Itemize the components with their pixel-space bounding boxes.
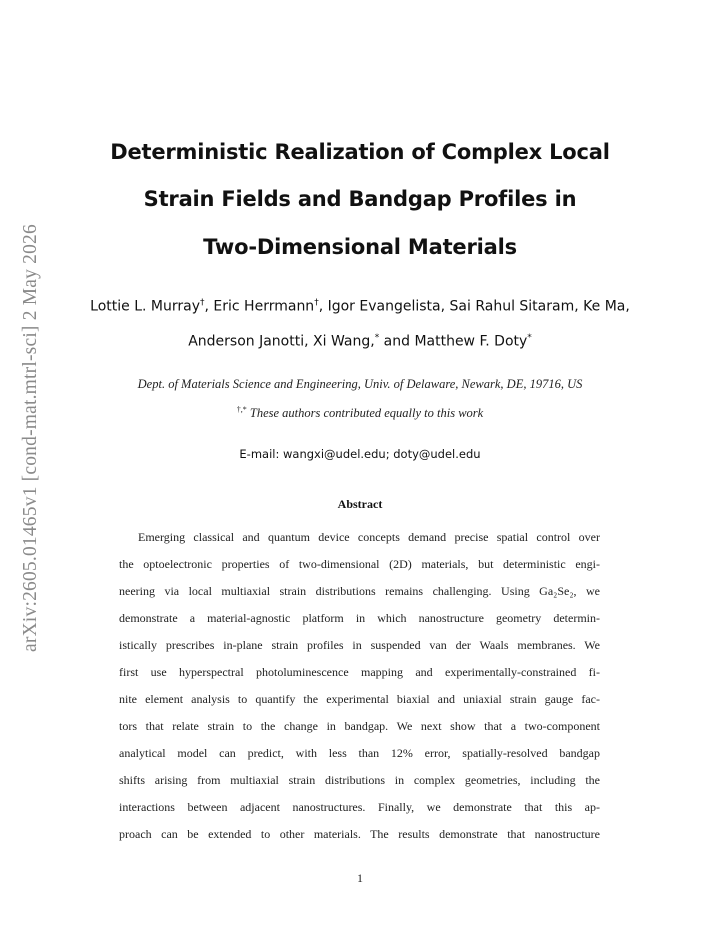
abstract-line: Emerging classical and quantum device concepts demand precise spatial control over xyxy=(138,530,600,544)
author-mark: * xyxy=(374,333,380,343)
abstract-line: the optoelectronic properties of two-dimensional (2D) materials, but deterministic engi- xyxy=(119,557,600,571)
paper-title-line-3: Two-Dimensional Materials xyxy=(203,235,517,259)
arxiv-identifier-text: arXiv:2605.01465v1 [cond-mat.mtrl-sci] 2 May 2026 xyxy=(20,224,42,652)
paper-title-line-2: Strain Fields and Bandgap Profiles in xyxy=(143,187,577,211)
abstract-line: nite element analysis to quantify the experimental biaxial and uniaxial strain gauge fac- xyxy=(119,692,600,706)
author-name: Ke Ma xyxy=(583,298,626,315)
affiliation: Dept. of Materials Science and Engineering, Univ. of Delaware, Newark, DE, 19716, US xyxy=(137,377,583,391)
equal-contribution-note xyxy=(0,405,720,421)
author-line-1: Lottie L. Murray†, Eric Herrmann†, Igor Evangelista, Sai Rahul Sitaram, Ke Ma, xyxy=(90,298,630,315)
author-mark: † xyxy=(200,298,205,308)
author-name: Igor Evangelista xyxy=(327,298,441,315)
author-name: Sai Rahul Sitaram xyxy=(449,298,575,315)
abstract-heading: Abstract xyxy=(337,497,383,511)
paper-title-line-1: Deterministic Realization of Complex Local xyxy=(110,140,610,164)
author-line-2: Anderson Janotti, Xi Wang,* and Matthew F. Doty* xyxy=(188,333,532,350)
author-mark: * xyxy=(527,333,532,343)
abstract-line: neering via local multiaxial strain distributions remains challenging. Using Ga₂Se₂, we xyxy=(119,584,600,598)
abstract-line: proach can be extended to other materials. The results demonstrate that nanostructure xyxy=(119,827,600,841)
page-number: 1 xyxy=(357,871,363,885)
author-mark: † xyxy=(314,298,319,308)
arxiv-identifier-stamp xyxy=(16,208,46,668)
abstract-line: tors that relate strain to the change in bandgap. We next show that a two-component xyxy=(119,719,600,733)
contact-email: E-mail: wangxi@udel.edu; doty@udel.edu xyxy=(239,447,481,461)
abstract-line: first use hyperspectral photoluminescence mapping and experimentally-constrained fi- xyxy=(119,665,600,679)
abstract-line: demonstrate a material-agnostic platform in which nanostructure geometry determin- xyxy=(119,611,600,625)
author-name: Lottie L. Murray xyxy=(90,298,201,315)
equal-contribution-text: These authors contributed equally to this work xyxy=(249,406,484,421)
author-name: Anderson Janotti xyxy=(188,333,305,350)
author-name: Matthew F. Doty xyxy=(414,333,528,350)
author-name: Eric Herrmann xyxy=(213,298,315,315)
abstract-line: analytical model can predict, with less than 12% error, spatially-resolved bandgap xyxy=(119,746,600,760)
author-name: Xi Wang, xyxy=(313,333,375,350)
equal-contribution-marks: †,* xyxy=(236,405,247,414)
abstract-line: interactions between adjacent nanostructures. Finally, we demonstrate that this ap- xyxy=(119,800,600,814)
abstract-line: shifts arising from multiaxial strain distributions in complex geometries, including the xyxy=(119,773,600,787)
abstract-line: istically prescribes in-plane strain profiles in suspended van der Waals membranes. We xyxy=(119,638,600,652)
